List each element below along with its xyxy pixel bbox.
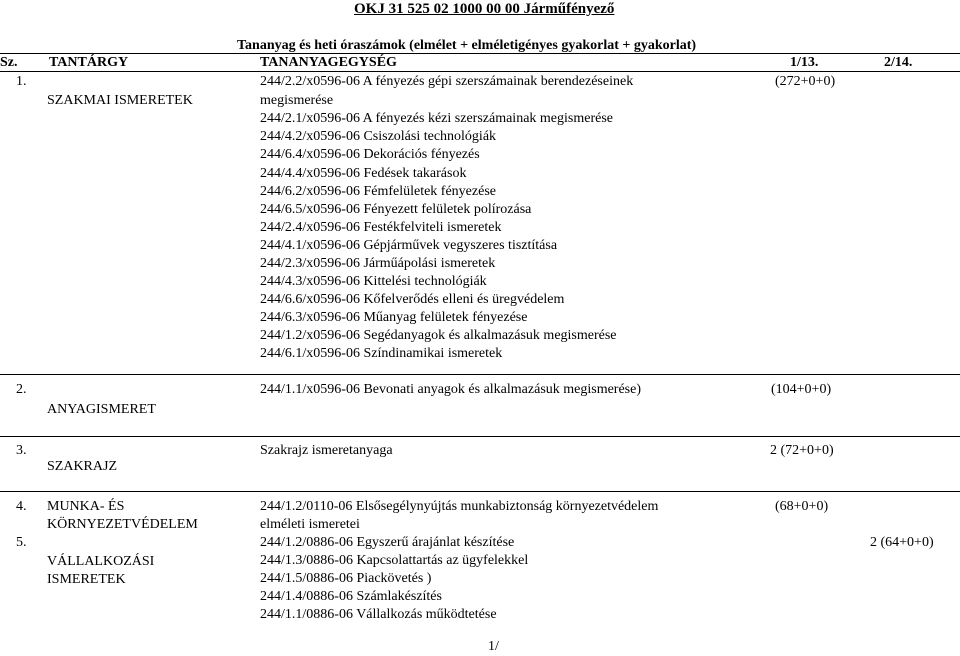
row-5-hours: 2 (64+0+0) xyxy=(870,535,934,550)
row-separator xyxy=(0,491,960,492)
header-year-1: 1/13. xyxy=(790,55,819,70)
row-4-number: 4. xyxy=(16,499,27,514)
row-1-item: 244/6.5/x0596-06 Fényezett felületek polírozása xyxy=(260,202,532,217)
row-5-number: 5. xyxy=(16,535,27,550)
row-1-number: 1. xyxy=(16,74,27,89)
row-2-item: 244/1.1/x0596-06 Bevonati anyagok és alkalmazásuk megismerése) xyxy=(260,382,642,397)
row-1-item: 244/2.4/x0596-06 Festékfelviteli ismeretek xyxy=(260,220,502,235)
row-3-subject: SZAKRAJZ xyxy=(47,459,118,474)
row-2-subject: ANYAGISMERET xyxy=(47,402,156,417)
header-tantargy: TANTÁRGY xyxy=(49,55,129,70)
row-5-item: 244/1.3/0886-06 Kapcsolattartás az ügyfelekkel xyxy=(260,553,529,568)
page-number: 1/ xyxy=(488,639,499,654)
header-sz: Sz. xyxy=(0,55,18,70)
row-4-subject-line: MUNKA- ÉS xyxy=(47,499,125,514)
row-2-hours: (104+0+0) xyxy=(771,382,832,397)
row-5-subject-line: VÁLLALKOZÁSI xyxy=(47,554,155,569)
row-1-item: 244/4.2/x0596-06 Csiszolási technológiák xyxy=(260,129,497,144)
row-1-item: 244/4.3/x0596-06 Kittelési technológiák xyxy=(260,274,487,289)
row-1-item: 244/4.1/x0596-06 Gépjárművek vegyszeres tisztítása xyxy=(260,238,558,253)
row-2-number: 2. xyxy=(16,382,27,397)
row-1-subject: SZAKMAI ISMERETEK xyxy=(47,93,193,108)
row-3-hours: 2 (72+0+0) xyxy=(770,443,834,458)
row-1-item: 244/6.3/x0596-06 Műanyag felületek fényezése xyxy=(260,310,528,325)
row-1-item: 244/2.1/x0596-06 A fényezés kézi szerszámainak megismerése xyxy=(260,111,613,126)
row-4-subject-line: KÖRNYEZETVÉDELEM xyxy=(47,517,198,532)
row-separator xyxy=(0,436,960,437)
row-separator xyxy=(0,374,960,375)
header-bottom-rule xyxy=(0,71,960,72)
row-5-item: 244/1.1/0886-06 Vállalkozás működtetése xyxy=(260,607,497,622)
row-4-item: elméleti ismeretei xyxy=(260,517,360,532)
row-1-item: 244/6.1/x0596-06 Színdinamikai ismeretek xyxy=(260,346,503,361)
document-subtitle: Tananyag és heti óraszámok (elmélet + elméletigényes gyakorlat + gyakorlat) xyxy=(237,38,697,53)
row-4-item: 244/1.2/0110-06 Elsősegélynyújtás munkabiztonság környezetvédelem xyxy=(260,499,659,514)
row-5-item: 244/1.2/0886-06 Egyszerű árajánlat készítése xyxy=(260,535,515,550)
row-3-item: Szakrajz ismeretanyaga xyxy=(260,443,393,458)
row-3-number: 3. xyxy=(16,443,27,458)
row-1-item: 244/6.2/x0596-06 Fémfelületek fényezése xyxy=(260,184,496,199)
header-tananyagegyseg: TANANYAGEGYSÉG xyxy=(260,55,397,70)
row-1-hours: (272+0+0) xyxy=(775,74,836,89)
row-1-item: 244/6.4/x0596-06 Dekorációs fényezés xyxy=(260,147,480,162)
row-1-item: 244/4.4/x0596-06 Fedések takarások xyxy=(260,166,467,181)
row-5-subject-line: ISMERETEK xyxy=(47,572,126,587)
row-1-item: 244/2.3/x0596-06 Járműápolási ismeretek xyxy=(260,256,496,271)
row-4-hours: (68+0+0) xyxy=(775,499,829,514)
row-5-item: 244/1.4/0886-06 Számlakészítés xyxy=(260,589,442,604)
row-1-item: 244/6.6/x0596-06 Kőfelverődés elleni és üregvédelem xyxy=(260,292,565,307)
document-title: OKJ 31 525 02 1000 00 00 Járműfényező xyxy=(354,1,615,17)
row-1-item: 244/1.2/x0596-06 Segédanyagok és alkalmazásuk megismerése xyxy=(260,328,617,343)
row-1-item: megismerése xyxy=(260,93,334,108)
row-5-item: 244/1.5/0886-06 Piackövetés ) xyxy=(260,571,432,586)
row-1-item: 244/2.2/x0596-06 A fényezés gépi szerszámainak berendezéseinek xyxy=(260,74,634,89)
header-year-2: 2/14. xyxy=(884,55,913,70)
